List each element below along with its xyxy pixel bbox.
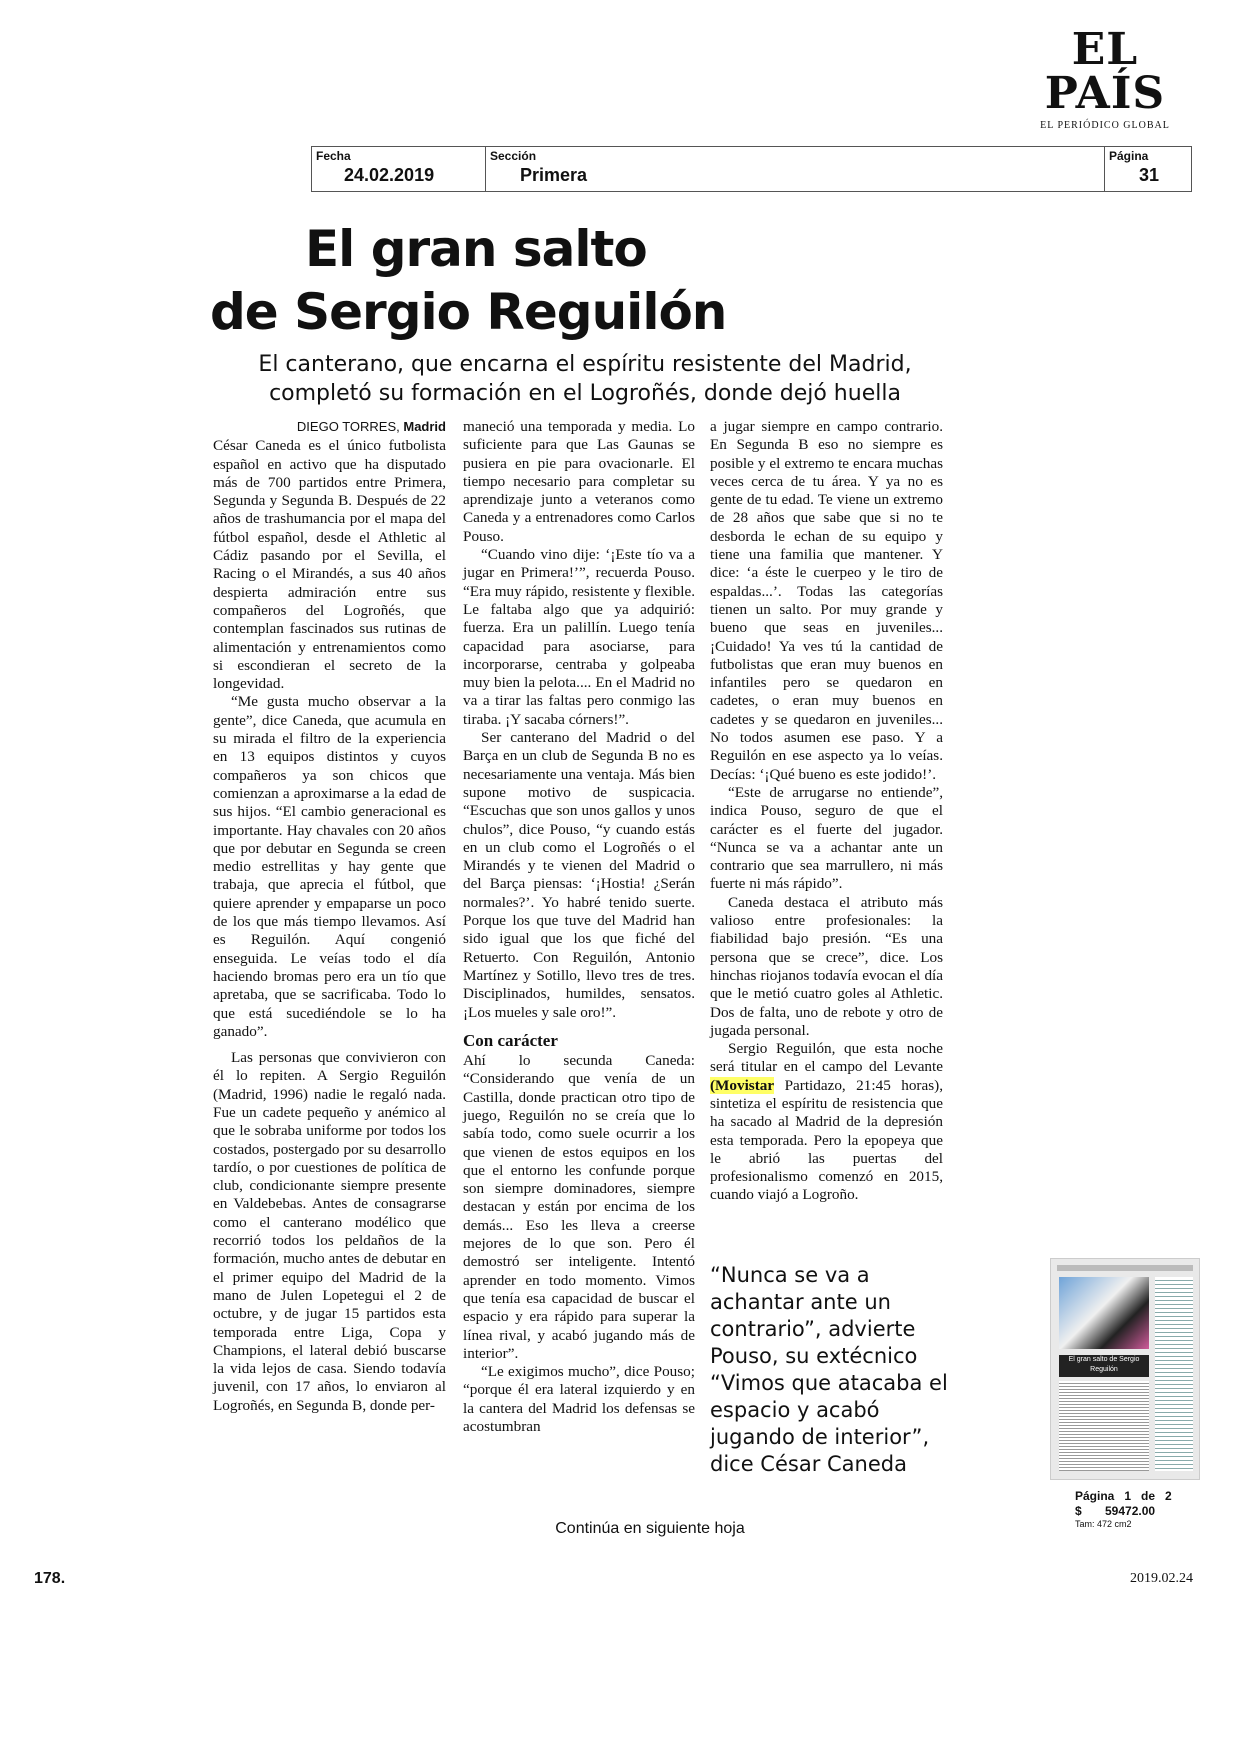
- paragraph: “Me gusta mucho observar a la gente”, dice Caneda, que acumula en su mirada el filtro de la experiencia en 13 equipos distintos y cuyos compañeros ya son chicos que comienzan a aproximarse a la edad de sus hijos. “El cambio generacional es importante. Hay chavales con 20 años que por debutar en Segunda se creen medio estrellitas y hay gente que trabaja, que aprecia el fútbol, que quiere aprender y empaparse un poco de los que más tiempo llevamos. Así es Reguilón. Aquí congenió enseguida. Le veías todo el día haciendo bromas pero era un tío que apretaba, que se sacrificaba. Todo lo que está sucediéndole se lo ha ganado”.: [213, 693, 446, 1040]
- page-count: Página 1 de 2: [1075, 1489, 1172, 1503]
- thumbnail-photo: [1059, 1277, 1149, 1349]
- paragraph: maneció una temporada y media. Lo suficiente para que Las Gaunas se pusiera en pie para ovacionarle. El tiempo necesario para completar su aprendizaje junto a veteranos como Caneda y a entrenadores como Carlos Pouso.: [463, 418, 695, 545]
- paragraph: “Cuando vino dije: ‘¡Este tío va a jugar en Primera!’”, recuerda Pouso. “Era muy rápido, resistente y flexible. Le faltaba algo que ya adquirió: fuerza. Era un palillín. Luego tenía capacidad para asociarse, para incorporarse, centraba y golpeaba muy bien la pelota.... En el Madrid no va a tirar las faltas pero conmigo las tiraba. ¡Y sacaba córners!”.: [463, 546, 695, 728]
- paragraph-last: [710, 1040, 943, 1205]
- pull-quote-1: “Nunca se va a achantar ante un contrario”, advierte Pouso, su extécnico: [710, 1263, 918, 1368]
- meta-fecha: [312, 147, 486, 191]
- fecha-value: 24.02.2019: [344, 165, 435, 185]
- page-number: 178.: [34, 1570, 66, 1587]
- byline: [213, 418, 446, 436]
- paragraph: Ser canterano del Madrid o del Barça en un club de Segunda B no es necesariamente una ventaja. Más bien supone motivo de suspicacia. “Escuchas que son unos gallos y unos chulos”, dice Pouso, “y cuando estás en un club como el Logroñés o el Mirandés y te vienen del Madrid o del Barça piensas: ‘¡Hostia! ¿Serán normales?’. Yo habré tenido suerte. Porque los que tuve del Madrid han sido igual que los que fiché del Retuerto. Con Reguilón, Antonio Martínez y Sotillo, llevo tres de tres. Disciplinados, humildes, sensatos. ¡Los mueles y sale oro!”.: [463, 729, 695, 1021]
- article-subhead: El canterano, que encarna el espíritu resistente del Madrid, completó su formación en el Logroñés, donde dejó huella: [258, 352, 912, 406]
- fecha-label: Fecha: [316, 149, 351, 163]
- highlighted-text: (Movistar: [710, 1076, 775, 1094]
- text-run: Partidazo, 21:45 horas), sintetiza el espíritu de resistencia que ha sacado al Madrid de la depresión esta temporada. Pero la epopeya que le abrió las puertas del profesionalismo comenzó en 2015, cuando viajó a Logroño.: [710, 1076, 943, 1204]
- masthead: [1020, 24, 1190, 131]
- page-info: [1075, 1489, 1215, 1529]
- size-value: Tam: 472 cm2: [1075, 1519, 1132, 1529]
- thumbnail-text-block: [1059, 1381, 1149, 1471]
- paragraph: César Caneda es el único futbolista español en activo que ha disputado más de 700 partidos entre Primera, Segunda y Segunda B. Después de 22 años de trashumancia por el mapa del fútbol español, desde el Athletic al Cádiz pasando por el Sevilla, el Racing o el Mirandés, a sus 40 años despierta admiración entre sus compañeros del Logroñés, que contemplan fascinados sus rutinas de alimentación y entrenamientos como si escondieran el secreto de la longevidad.: [213, 437, 446, 693]
- paragraph: “Le exigimos mucho”, dice Pouso; “porque él era lateral izquierdo y en la cantera del Madrid los defensas se acostumbran: [463, 1363, 695, 1436]
- continues-note: Continúa en siguiente hoja: [555, 1520, 745, 1537]
- thumbnail-header-bar: [1057, 1265, 1193, 1271]
- page-thumbnail: [1050, 1258, 1200, 1480]
- price-value: $ 59472.00: [1075, 1504, 1156, 1518]
- seccion-label: Sección: [490, 149, 537, 163]
- thumbnail-title: El gran salto de Sergio Reguilón: [1059, 1355, 1149, 1377]
- article-column-2: [463, 418, 695, 1436]
- paragraph: “Este de arrugarse no entiende”, indica Pouso, seguro de que el carácter es el fuerte del jugador. “Nunca se va a achantar ante un contrario que sea marrullero, ni más fuerte ni más rápido”.: [710, 783, 943, 893]
- byline-author: DIEGO TORRES,: [296, 419, 400, 434]
- article-column-3: [710, 418, 943, 1205]
- thumbnail-sidebar: [1155, 1277, 1193, 1471]
- paragraph: Las personas que convivieron con él lo repiten. A Sergio Reguilón (Madrid, 1996) nadie le regaló nada. Fue un cadete pequeño y anémico al que le sobraba uniforme por todos los costados, postergado por su desarrollo tardío, o por cuestiones de política de club, condicionante siempre presente en Valdebebas. Antes de consagrarse como el canterano modélico que recorrió todos los peldaños de la formación, mucho antes de debutar en el primer equipo del Madrid de la mano de Julen Lopetegui el 2 de octubre, y de jugar 15 partidos esta temporada entre Liga, Copa y Champions, el lateral debió buscarse la vida lejos de casa. Siendo todavía juvenil, con 17 años, lo enviaron al Logroñés, en Segunda B, donde per-: [213, 1049, 446, 1414]
- footer-date: 2019.02.24: [1130, 1571, 1193, 1586]
- meta-seccion: [486, 147, 1105, 191]
- newspaper-tagline: EL PERIÓDICO GLOBAL: [1040, 120, 1170, 131]
- paragraph: Caneda destaca el atributo más valioso entre profesionales: la fiabilidad bajo presión. “Es una persona que se crece”, dice. Los hinchas riojanos todavía evocan el día que le metió cuatro goles al Athletic. Dos de falta, uno de rebote y otro de jugada personal.: [710, 893, 943, 1039]
- pull-quote-2: “Vimos que atacaba el espacio y acabó jugando de interior”, dice César Caneda: [710, 1371, 948, 1476]
- paragraph: Ahí lo secunda Caneda: “Considerando que venía de un Castilla, donde practican otro tipo de juego, Reguilón no se creía que lo sabía todo, como suele ocurrir a los que vienen de estos equipos en los que el entorno les confunde porque son siempre dominadores, siempre destacan y están por encima de los demás... Eso les lleva a creerse mejores de lo que son. Pero él demostró ser inteligente. Intentó aprender en todo momento. Vimos que tenía esa capacidad de buscar el espacio y era rápido para superar la línea rival, y acabó jugando más de interior”.: [463, 1052, 695, 1362]
- newspaper-logo: EL PAÍS: [1044, 24, 1166, 119]
- byline-place: Madrid: [403, 419, 446, 434]
- article-column-1: [213, 418, 446, 1415]
- seccion-value: Primera: [520, 165, 588, 185]
- clipping-meta-box: [311, 146, 1192, 192]
- paragraph: a jugar siempre en campo contrario. En Segunda B eso no siempre es posible y el extremo te encara muchas veces cerca de tu área. Y ya no es gente de tu edad. Te viene un extremo de 28 años que sabe que si no te desborda le echan de su equipo y tiene una familia que mantener. Y dice: ‘a éste le cuerpeo y le tiro de espaldas...’. Todas las categorías tienen un salto. Por muy grande y bueno que seas en juveniles... ¡Cuidado! Ya ves tú la cantidad de futbolistas que eran muy buenos en infantiles pero se quedaron en cadetes, o eran muy buenos en cadetes y se quedaron en juveniles... No todos asumen ese paso. Y a Reguilón en ese aspecto ya lo veías. Decías: ‘¡Qué bueno es este jodido!’.: [710, 418, 943, 783]
- article-headline: [210, 218, 1010, 344]
- text-run: Sergio Reguilón, que esta noche será titular en el campo del Levante: [710, 1040, 943, 1076]
- pagina-value: 31: [1139, 165, 1160, 185]
- pagina-label: Página: [1109, 149, 1149, 163]
- headline-line-1: El gran salto: [305, 220, 647, 278]
- meta-pagina: [1105, 147, 1191, 191]
- section-heading: Con carácter: [463, 1030, 558, 1050]
- headline-line-2: de Sergio Reguilón: [210, 283, 727, 341]
